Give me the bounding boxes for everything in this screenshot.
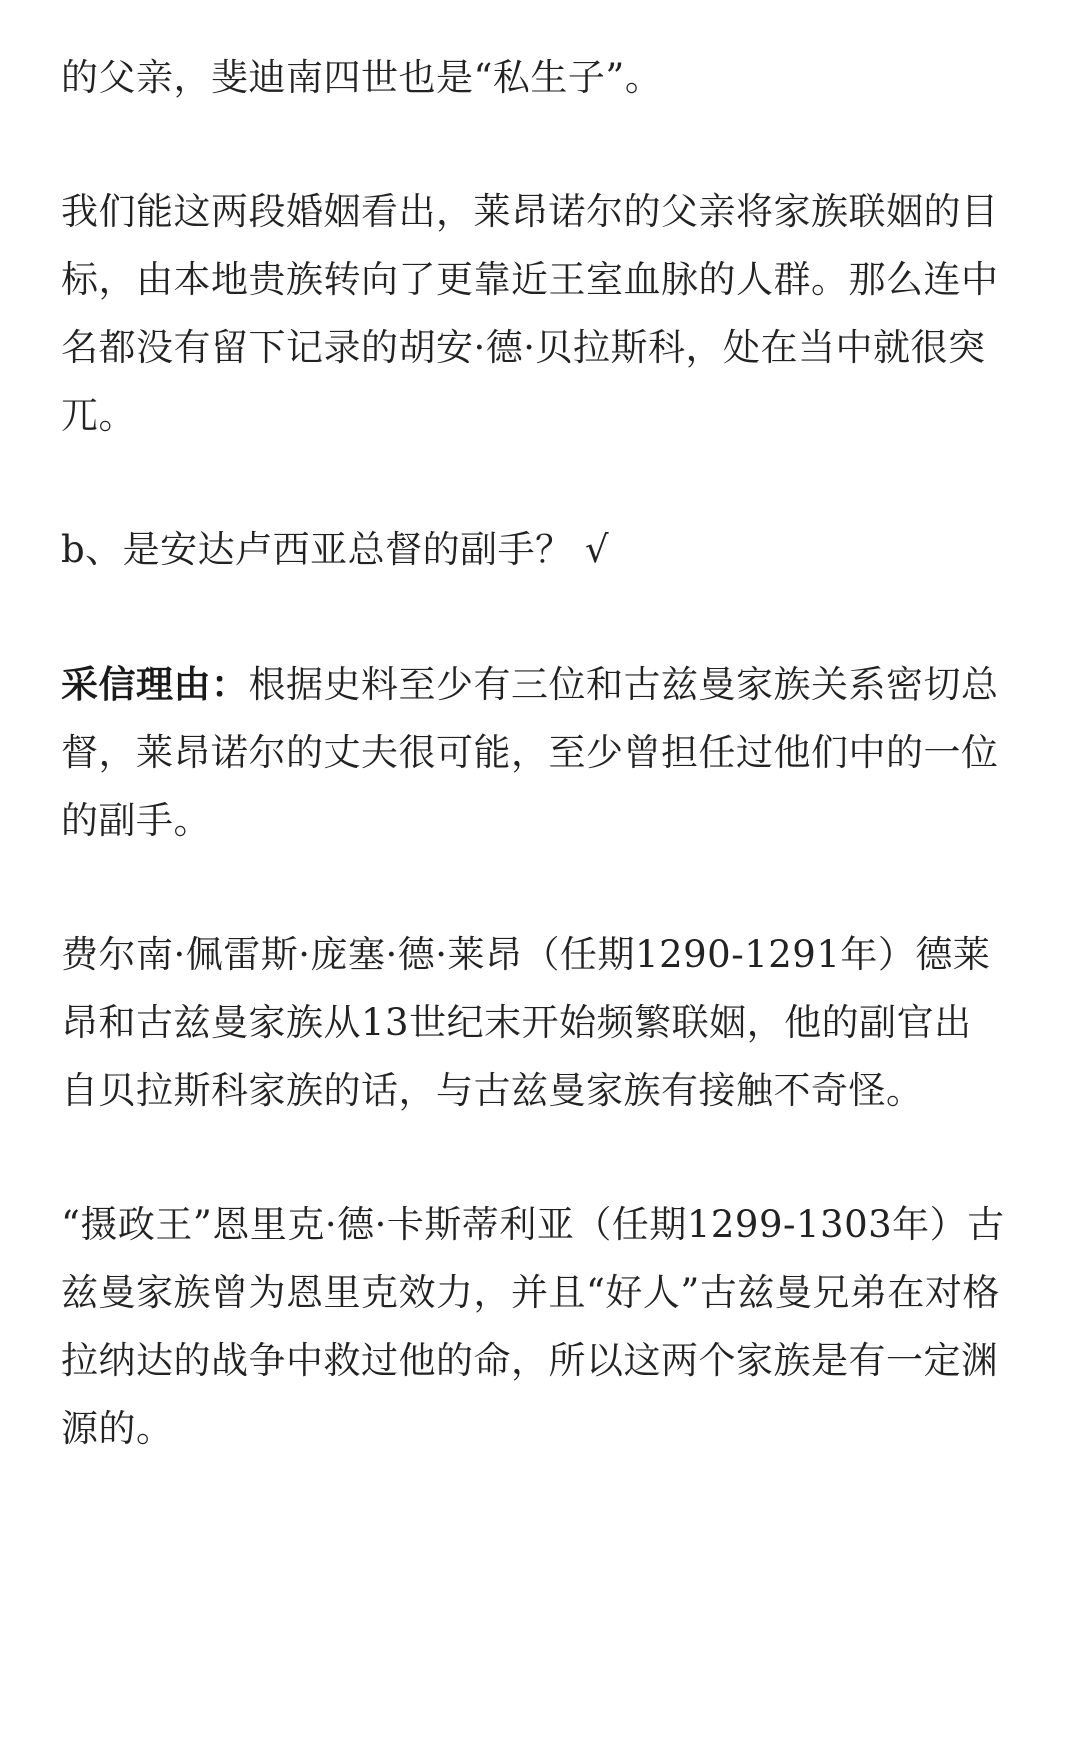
paragraph-1: 的父亲，斐迪南四世也是“私生子”。 (61, 56, 663, 99)
reason-label: 采信理由： (61, 662, 249, 706)
paragraph-2: 我们能这两段婚姻看出，莱昂诺尔的父亲将家族联姻的目标，由本地贵族转向了更靠近王室血脉的人群。那么连中名都没有留下记录的胡安·德·贝拉斯科，处在当中就很突兀。 (61, 190, 999, 437)
paragraph-4 (61, 650, 1009, 855)
paragraph-6: “摄政王”恩里克·德·卡斯蒂利亚（任期1299-1303年）古兹曼家族曾为恩里克效力，并且“好人”古兹曼兄弟在对格拉纳达的战争中救过他的命，所以这两个家族是有一定渊源的。 (61, 1203, 1005, 1450)
paragraph-5: 费尔南·佩雷斯·庞塞·德·莱昂（任期1290-1291年）德莱昂和古兹曼家族从13世纪末开始频繁联姻，他的副官出自贝拉斯科家族的话，与古兹曼家族有接触不奇怪。 (61, 933, 991, 1112)
paragraph-3: b、是安达卢西亚总督的副手？ √ (61, 528, 610, 571)
reason-text: 根据史料至少有三位和古兹曼家族关系密切总督，莱昂诺尔的丈夫很可能，至少曾担任过他们中的一位的副手。 (61, 663, 999, 842)
article-body (61, 44, 1009, 1463)
